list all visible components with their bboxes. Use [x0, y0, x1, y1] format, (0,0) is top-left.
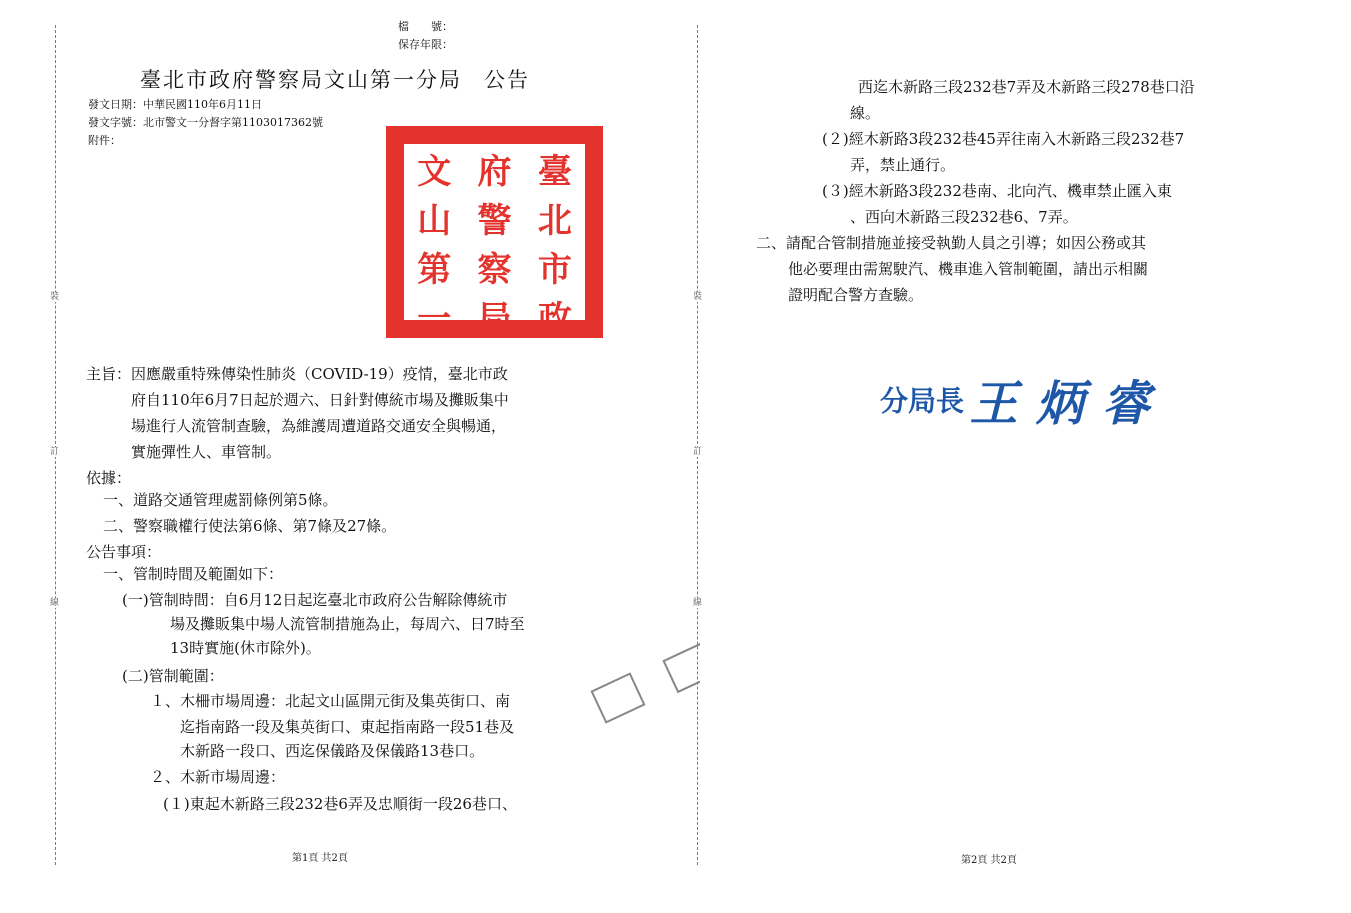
binding-line-left [55, 25, 56, 865]
binding-mark-xian-2: 線 [693, 598, 703, 608]
basis-item-2: 二、警察職權行使法第6條、第7條及27條。 [103, 517, 397, 535]
continuation-line-2: 線。 [850, 104, 881, 122]
subject-line-2: 府自110年6月7日起於週六、日針對傳統市場及攤販集中 [131, 391, 509, 409]
signature-title: 分局長 [880, 384, 965, 418]
muxin-item-3-line-2: 、西向木新路三段232巷6、7弄。 [850, 208, 1078, 226]
file-number-label: 檔 號： [398, 20, 453, 33]
muxin-item-1: (１)東起木新路三段232巷6弄及忠順街一段26巷口、 [163, 795, 517, 813]
issue-reference-number: 發文字號：北市警文一分督字第1103017362號 [88, 116, 323, 129]
title-organization: 臺北市政府警察局文山第一分局 [140, 68, 462, 92]
control-time-line-2: 場及攤販集中場人流管制措施為止，每周六、日7時至 [170, 615, 525, 633]
retention-period-label: 保存年限： [398, 38, 453, 51]
notice-item-1: 一、管制時間及範圍如下： [103, 565, 284, 583]
attachment-label: 附件： [88, 134, 121, 147]
binding-line-right [697, 25, 698, 865]
muxin-item-2-line-1: (２)經木新路3段232巷45弄往南入木新路三段232巷7 [822, 130, 1185, 148]
muzha-market-line-2: 迄指南路一段及集英街口、東起指南路一段51巷及 [180, 718, 515, 736]
binding-mark-zhuang-2: 裝 [693, 292, 703, 302]
official-seal [386, 126, 603, 338]
notice-item-2-line-2: 他必要理由需駕駛汽、機車進入管制範圍，請出示相關 [788, 260, 1149, 278]
notice-item-2-line-3: 證明配合警方查驗。 [788, 286, 924, 304]
muzha-market-line-1: １、木柵市場周邊：北起文山區開元街及集英街口、南 [150, 692, 511, 710]
page-2 [693, 0, 1351, 913]
page-2-footer: 第2頁 共2頁 [961, 855, 1017, 866]
title-document-type: 公告 [484, 68, 530, 92]
control-range-heading: (二)管制範圍： [122, 667, 224, 685]
basis-item-1: 一、道路交通管理處罰條例第5條。 [103, 491, 338, 509]
page-title [140, 64, 530, 94]
page-1-footer: 第1頁 共2頁 [292, 853, 348, 864]
receipt-stamp-mark [590, 672, 645, 723]
binding-mark-xian: 線 [50, 598, 60, 608]
muxin-item-3-line-1: (３)經木新路3段232巷南、北向汽、機車禁止匯入東 [822, 182, 1172, 200]
seal-characters: 臺 北 市 政 府 警 察 局 文 山 第 一 [402, 142, 587, 322]
binding-mark-ding: 訂 [50, 447, 60, 457]
continuation-line-1: 西迄木新路三段232巷7弄及木新路三段278巷口沿 [858, 78, 1195, 96]
subject-line-3: 場進行人流管制查驗，為維護周遭道路交通安全與暢通， [131, 417, 507, 435]
basis-heading: 依據： [86, 469, 132, 487]
binding-mark-ding-2: 訂 [693, 447, 703, 457]
muxin-market-heading: ２、木新市場周邊： [150, 768, 286, 786]
binding-mark-zhuang: 裝 [50, 292, 60, 302]
issue-date: 發文日期：中華民國110年6月11日 [88, 98, 262, 111]
muxin-item-2-line-2: 弄，禁止通行。 [850, 156, 956, 174]
notice-item-2-line-1: 二、請配合管制措施並接受執勤人員之引導；如因公務或其 [756, 234, 1147, 252]
notice-heading: 公告事項： [86, 543, 162, 561]
muzha-market-line-3: 木新路一段口、西迄保儀路及保儀路13巷口。 [180, 742, 485, 760]
control-time-line-3: 13時實施(休市除外)。 [170, 639, 321, 657]
subject-line-4: 實施彈性人、車管制。 [131, 443, 282, 461]
subject-line-1: 主旨：因應嚴重特殊傳染性肺炎（COVID-19）疫情，臺北市政 [86, 365, 508, 383]
signature-name: 王炳睿 [969, 376, 1168, 432]
chief-signature [880, 365, 1168, 434]
control-time-line-1: (一)管制時間：自6月12日起迄臺北市政府公告解除傳統市 [122, 591, 508, 609]
